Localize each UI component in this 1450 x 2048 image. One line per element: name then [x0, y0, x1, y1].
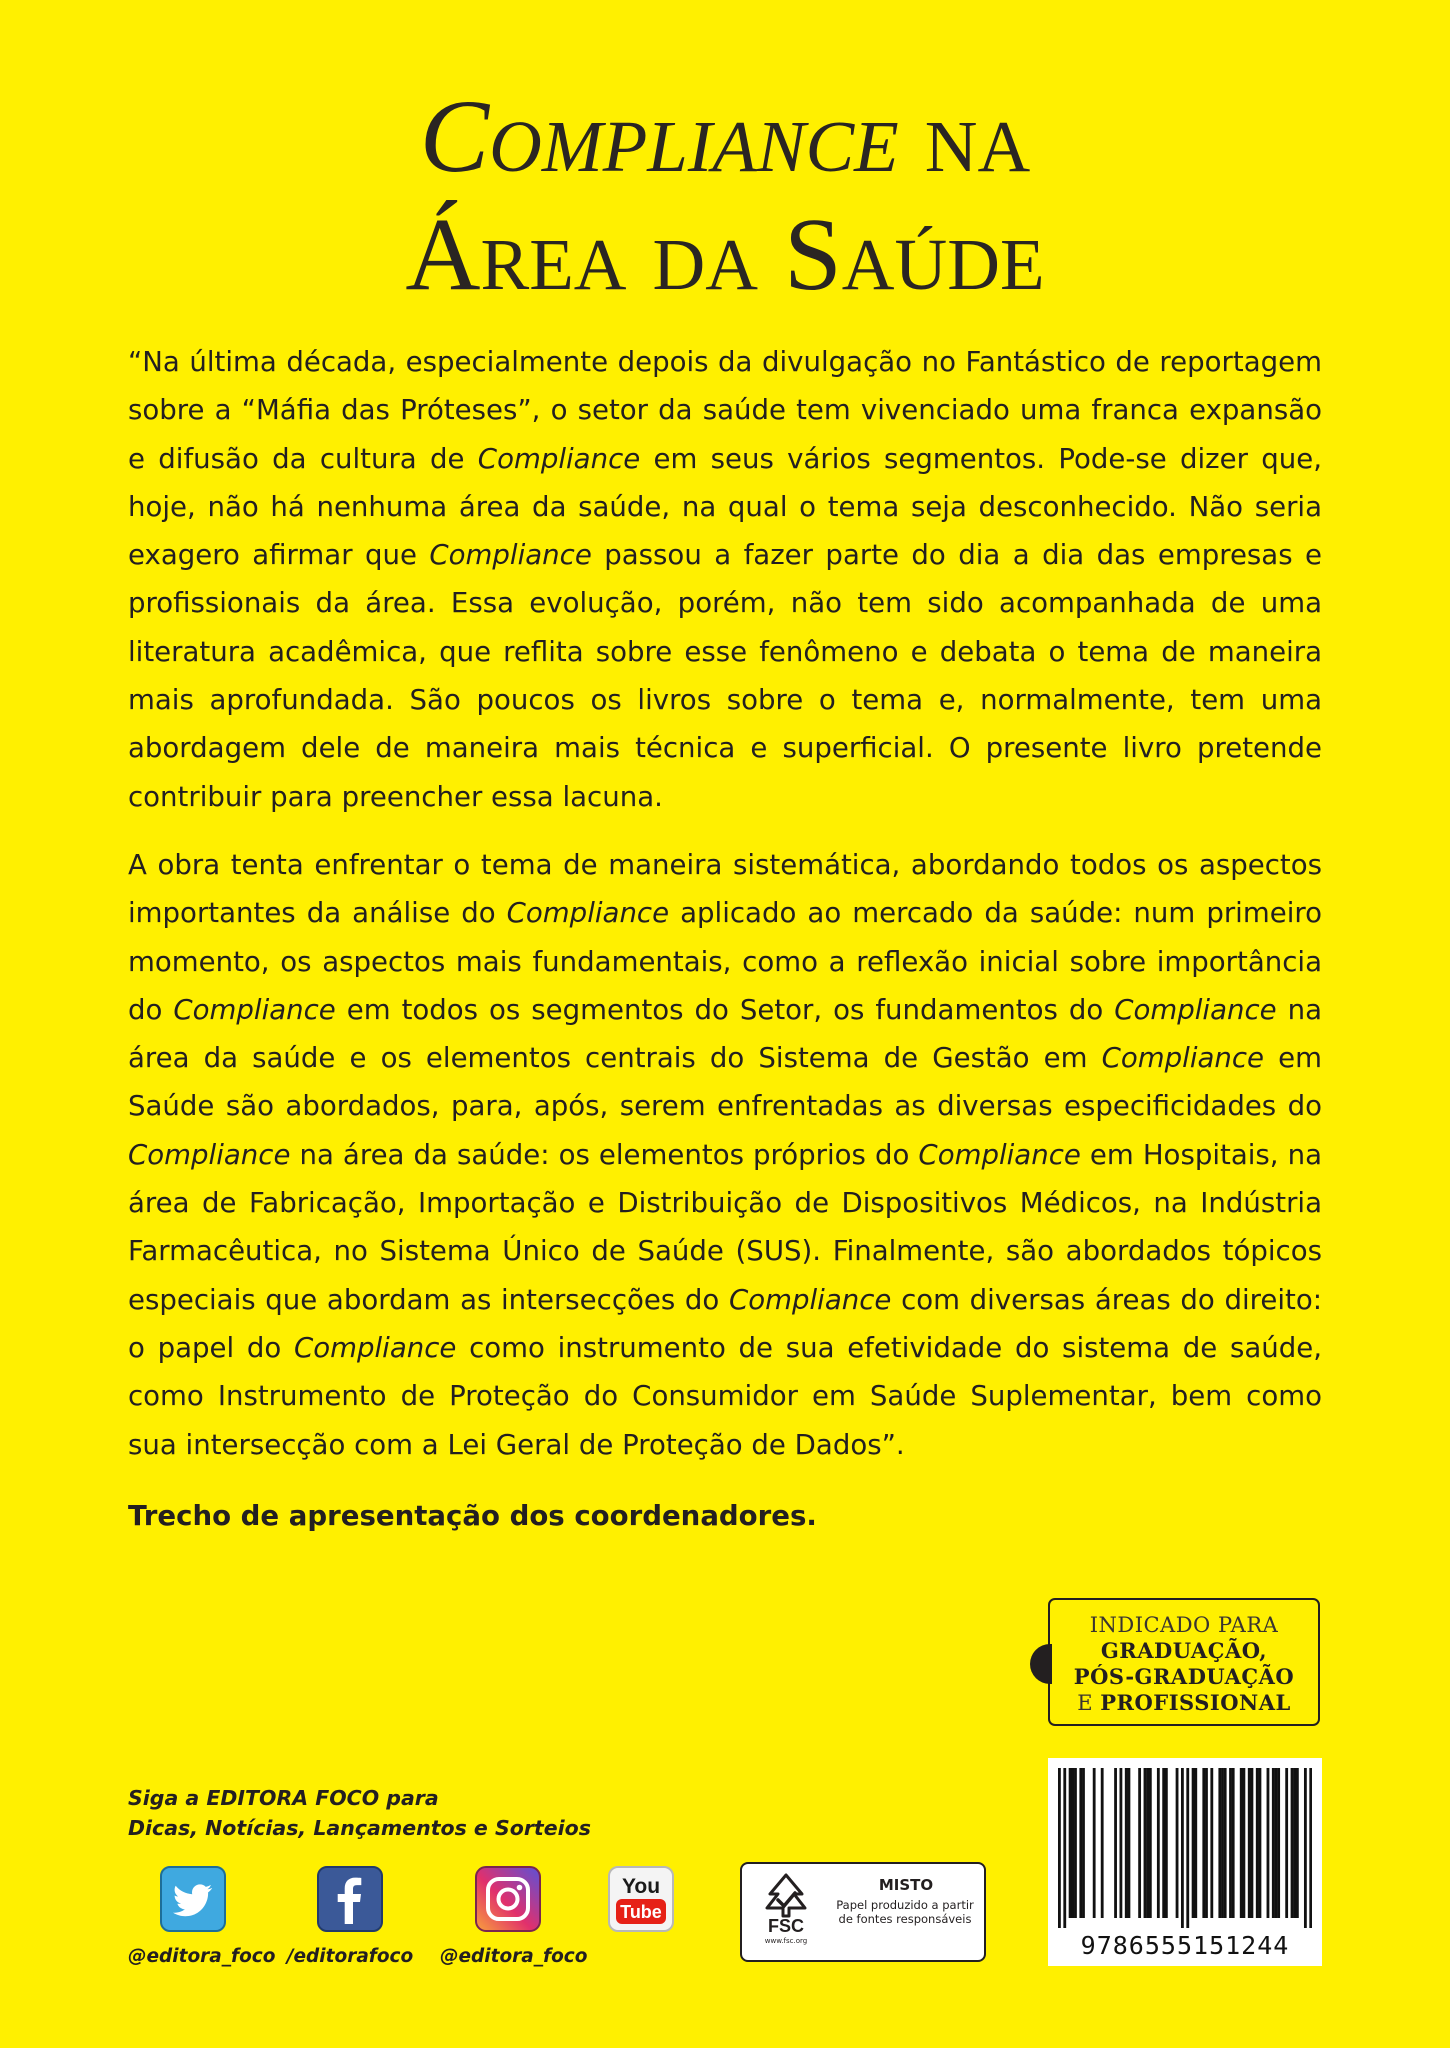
barcode-bar [1176, 1768, 1179, 1918]
tree-check-icon [759, 1872, 813, 1918]
barcode-bar [1285, 1768, 1288, 1918]
social-twitter[interactable]: @editora_foco [128, 1866, 258, 1967]
barcode-bar [1224, 1768, 1227, 1918]
fsc-description: Papel produzido a partir de fontes responsáveis [836, 1898, 974, 1926]
barcode-bar [1149, 1768, 1152, 1918]
barcode-bar [1304, 1768, 1307, 1928]
barcode-bar [1186, 1768, 1189, 1928]
follow-text: Siga a EDITORA FOCO para Dicas, Notícias, Lançamentos e Sorteios [128, 1786, 591, 1840]
audience-badge: INDICADO PARA GRADUAÇÃO, PÓS-GRADUAÇÃO E PROFISSIONAL [1048, 1598, 1320, 1726]
barcode-bar [1079, 1768, 1082, 1918]
barcode-bar [1071, 1768, 1074, 1918]
barcode-bar [1194, 1768, 1197, 1918]
barcode-bar [1272, 1768, 1275, 1918]
barcode-bar [1256, 1768, 1259, 1918]
barcode-bar [1232, 1768, 1235, 1918]
barcode-bar [1138, 1768, 1141, 1918]
barcode-bar [1058, 1768, 1061, 1928]
book-title [0, 78, 1450, 314]
isbn-barcode [1048, 1758, 1322, 1966]
fsc-misto: MISTO [878, 1876, 934, 1894]
barcode-bar [1205, 1768, 1208, 1918]
barcode-bar [1248, 1768, 1251, 1918]
barcode-bar [1101, 1768, 1104, 1918]
barcode-bar [1162, 1768, 1165, 1918]
fsc-logo: FSC www.fsc.org [754, 1872, 818, 1945]
barcode-bar [1192, 1768, 1195, 1918]
barcode-bar [1277, 1768, 1280, 1918]
title-line-1 [0, 78, 1450, 196]
title-line-2: Área da Saúde [405, 197, 1045, 312]
title-na: na [898, 79, 1031, 194]
barcode-bar [1144, 1768, 1147, 1918]
badge-tab [1030, 1644, 1052, 1684]
barcode-bar [1275, 1768, 1278, 1918]
social-youtube[interactable] [606, 1866, 676, 1936]
barcode-bar [1157, 1768, 1160, 1918]
svg-text:You: You [621, 1875, 661, 1898]
barcode-bar [1074, 1768, 1077, 1918]
barcode-bar [1119, 1768, 1122, 1918]
barcode-bar [1069, 1768, 1072, 1918]
barcode-bar [1259, 1768, 1262, 1918]
barcode-bars [1058, 1768, 1312, 1928]
barcode-bar [1146, 1768, 1149, 1918]
barcode-bar [1291, 1768, 1294, 1918]
facebook-icon[interactable] [317, 1866, 383, 1932]
barcode-bar [1181, 1768, 1184, 1928]
barcode-bar [1251, 1768, 1254, 1918]
barcode-bar [1267, 1768, 1270, 1918]
barcode-bar [1296, 1768, 1299, 1918]
barcode-bar [1125, 1768, 1128, 1918]
barcode-bar [1202, 1768, 1205, 1918]
barcode-bar [1229, 1768, 1232, 1918]
barcode-bar [1093, 1768, 1096, 1918]
barcode-bar [1240, 1768, 1243, 1918]
barcode-bar [1218, 1768, 1221, 1918]
barcode-bar [1063, 1768, 1066, 1928]
social-instagram[interactable]: @editora_foco [440, 1866, 576, 1967]
barcode-bar [1309, 1768, 1312, 1928]
excerpt-attribution: Trecho de apresentação dos coordenadores. [128, 1499, 817, 1532]
barcode-bar [1082, 1768, 1085, 1918]
isbn-number: 9786555151244 [1080, 1931, 1290, 1960]
social-facebook[interactable]: /editorafoco [282, 1866, 418, 1967]
title-compliance: Compliance [419, 79, 899, 194]
twitter-icon[interactable] [160, 1866, 226, 1932]
barcode-bar [1221, 1768, 1224, 1918]
youtube-icon[interactable] [608, 1866, 674, 1932]
svg-text:Tube: Tube [620, 1902, 662, 1922]
fsc-certification [740, 1862, 986, 1962]
barcode-bar [1114, 1768, 1117, 1918]
barcode-bar [1242, 1768, 1245, 1918]
barcode-bar [1128, 1768, 1131, 1918]
synopsis-paragraph-2: A obra tenta enfrentar o tema de maneira sistemática, abordando todos os aspectos importantes da análise do Compliance aplicado ao mercado da saúde: num primeiro momento, os aspectos mais fundamentais, como a reflexão inicial sobre importância do Compliance em todos os segmentos do Setor, os fundamentos do Compliance na área da saúde e os elementos centrais do Sistema de Gestão em Compliance em Saúde são abordados, para, após, serem enfrentadas as diversas especificidades do Compliance na área da saúde: os elementos próprios do Compliance em Hospitais, na área de Fabricação, Importação e Distribuição de Dispositivos Médicos, na Indústria Farmacêutica, no Sistema Único de Saúde (SUS). Finalmente, são abordados tópicos especiais que abordam as intersecções do Compliance com diversas áreas do direito: o papel do Compliance como instrumento de sua efetividade do sistema de saúde, como Instrumento de Proteção do Consumidor em Saúde Suplementar, bem como sua intersecção com a Lei Geral de Proteção de Dados”. [128, 848, 1323, 1461]
barcode-bar [1293, 1768, 1296, 1918]
synopsis-paragraph-1: “Na última década, especialmente depois da divulgação no Fantástico de reportagem sobre a “Máfia das Próteses”, o setor da saúde tem vivenciado uma franca expansão e difusão da cultura de Compliance em seus vários segmentos. Pode-se dizer que, hoje, não há nenhuma área da saúde, na qual o tema seja desconhecido. Não seria exagero afirmar que Compliance passou a fazer parte do dia a dia das empresas e profissionais da área. Essa evolução, porém, não tem sido acompanhada de uma literatura acadêmica, que reflita sobre esse fenômeno e debata o tema de maneira mais aprofundada. São poucos os livros sobre o tema e, normalmente, tem uma abordagem dele de maneira mais técnica e superficial. O presente livro pretende contribuir para preencher essa lacuna. [128, 345, 1322, 813]
barcode-bar [1165, 1768, 1168, 1918]
barcode-bar [1210, 1768, 1213, 1918]
instagram-icon[interactable] [475, 1866, 541, 1932]
